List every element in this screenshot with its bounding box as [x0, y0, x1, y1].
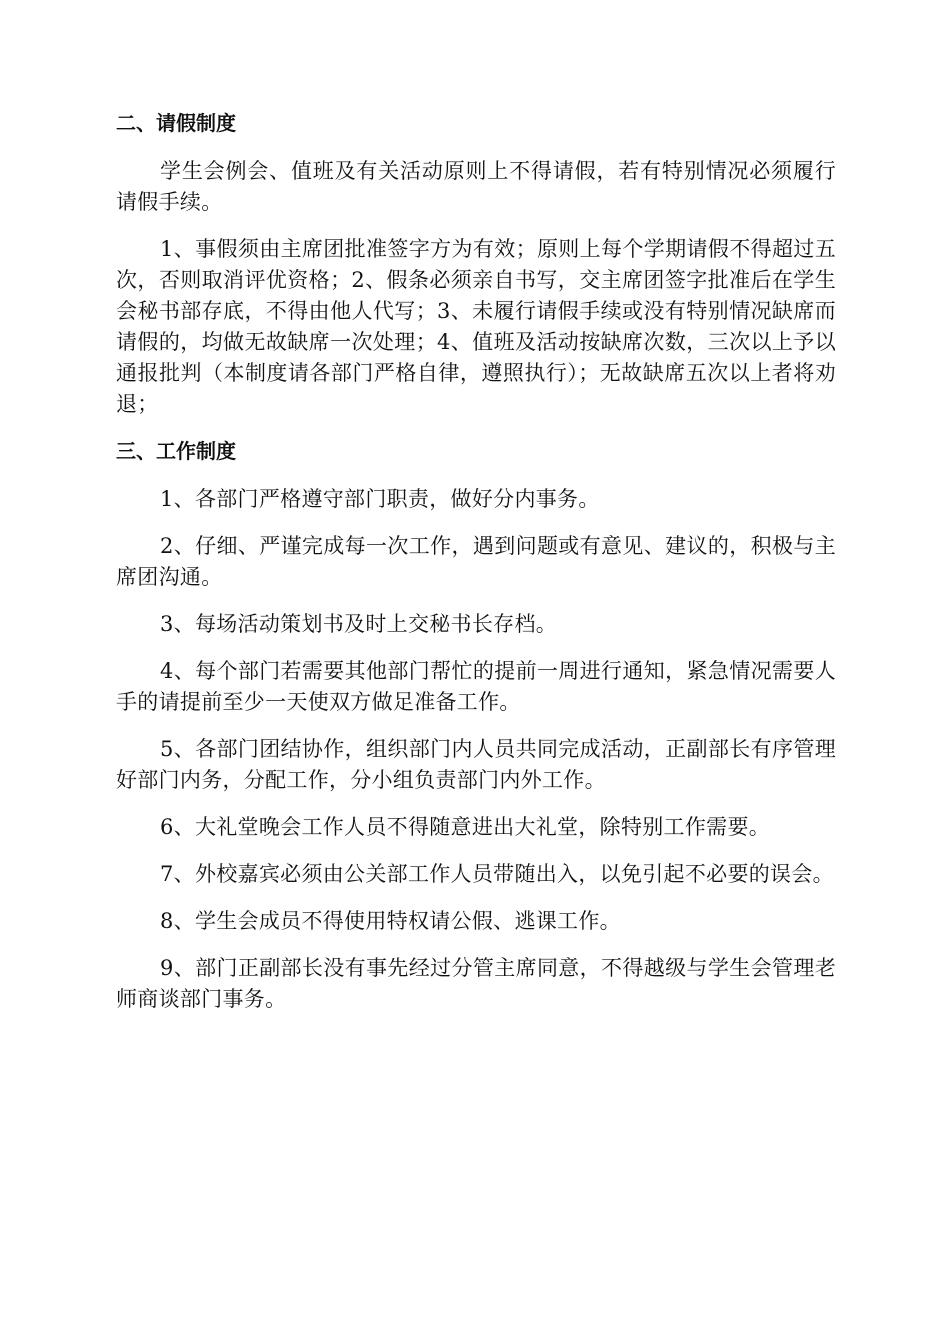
section-heading-leave-policy: 二、请假制度 [116, 111, 236, 135]
section-heading-work-policy: 三、工作制度 [116, 439, 236, 463]
work-rule-2: 2、仔细、严谨完成每一次工作，遇到问题或有意见、建议的，积极与主席团沟通。 [116, 534, 836, 589]
work-rule-8: 8、学生会成员不得使用特权请公假、逃课工作。 [160, 909, 621, 933]
work-rule-5: 5、各部门团结协作，组织部门内人员共同完成活动，正副部长有序管理好部门内务，分配工作，分小组负责部门内外工作。 [116, 737, 836, 792]
leave-policy-intro: 学生会例会、值班及有关活动原则上不得请假，若有特别情况必须履行请假手续。 [116, 159, 836, 214]
work-rule-1: 1、各部门严格遵守部门职责，做好分内事务。 [160, 487, 600, 511]
work-rule-9: 9、部门正副部长没有事先经过分管主席同意，不得越级与学生会管理老师商谈部门事务。 [116, 956, 836, 1011]
work-rule-3: 3、每场活动策划书及时上交秘书长存档。 [160, 612, 558, 636]
leave-policy-rules: 1、事假须由主席团批准签字方为有效；原则上每个学期请假不得超过五次，否则取消评优资格；2、假条必须亲自书写，交主席团签字批准后在学生会秘书部存底，不得由他人代写；3、未履行请假手续或没有特别情况缺席而请假的，均做无故缺席一次处理；4、值班及活动按缺席次数，三次以上予以通报批判（本制度请各部门严格自律，遵照执行）；无故缺席五次以上者将劝退； [116, 237, 836, 416]
work-rule-6: 6、大礼堂晚会工作人员不得随意进出大礼堂，除特别工作需要。 [160, 815, 771, 839]
work-rule-7: 7、外校嘉宾必须由公关部工作人员带随出入，以免引起不必要的误会。 [160, 862, 834, 886]
work-rule-4: 4、每个部门若需要其他部门帮忙的提前一周进行通知，紧急情况需要人手的请提前至少一天使双方做足准备工作。 [116, 659, 836, 714]
document-page [116, 108, 836, 1015]
